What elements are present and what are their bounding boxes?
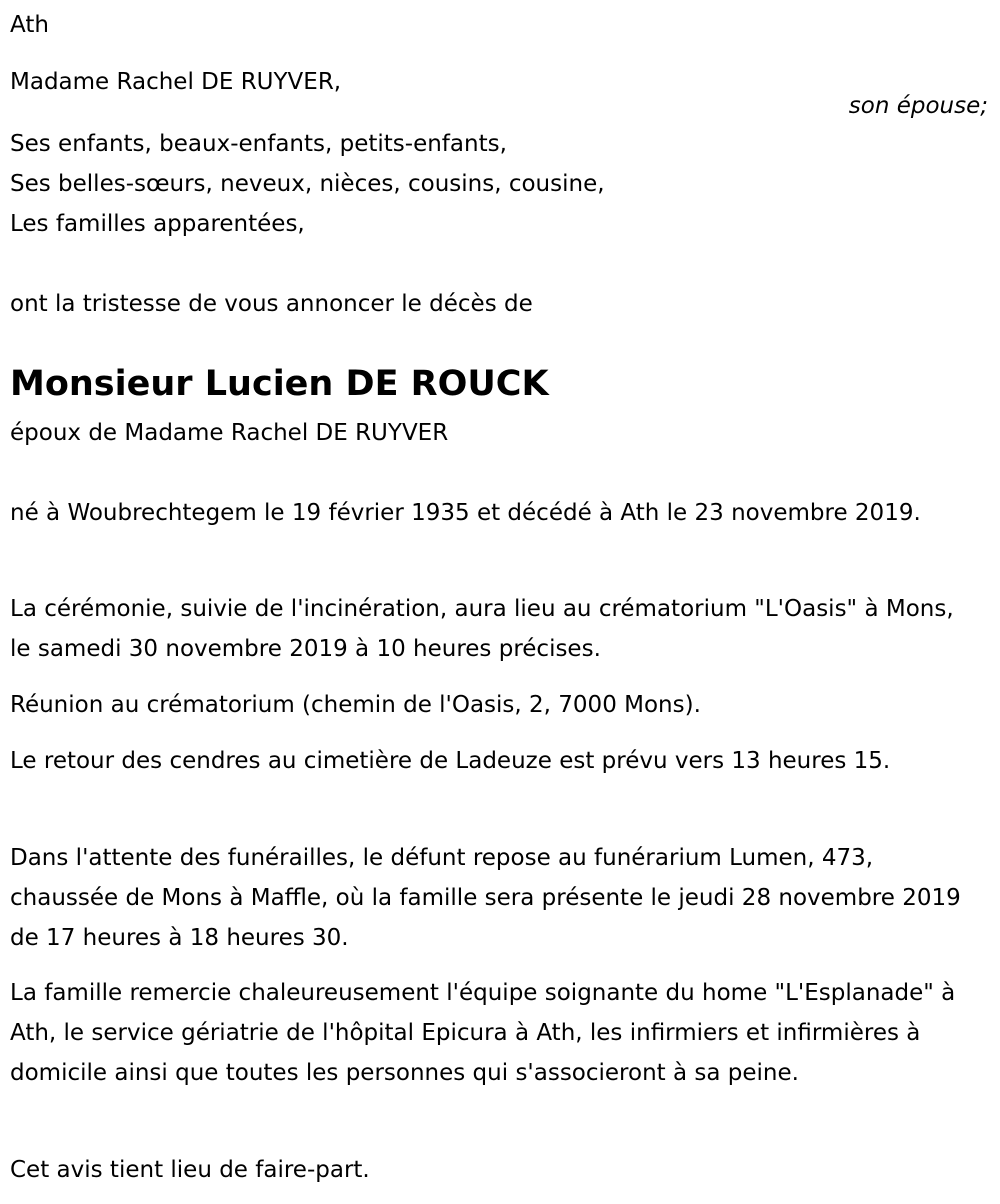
closing-paragraph: Cet avis tient lieu de faire-part.	[10, 1157, 370, 1183]
deceased-spouse-of: époux de Madame Rachel DE RUYVER	[10, 420, 449, 446]
meeting-paragraph: Réunion au crématorium (chemin de l'Oasis, 2, 7000 Mons).	[10, 692, 701, 718]
ceremony-paragraph: La cérémonie, suivie de l'incinération, aura lieu au crématorium "L'Oasis" à Mons, le samedi 30 novembre 2019 à 10 heures précises.	[10, 596, 954, 662]
announcement-text: ont la tristesse de vous annoncer le décès de	[10, 291, 533, 317]
spouse-role: son épouse;	[848, 93, 988, 119]
birth-death-paragraph: né à Woubrechtegem le 19 février 1935 et décédé à Ath le 23 novembre 2019.	[10, 500, 921, 526]
spouse-line: Madame Rachel DE RUYVER,	[10, 69, 342, 95]
family-line-relatives: Ses belles-sœurs, neveux, nièces, cousins, cousine,	[10, 171, 605, 197]
family-line-related-families: Les familles apparentées,	[10, 211, 305, 237]
deceased-name: Monsieur Lucien DE ROUCK	[10, 364, 549, 404]
city-label: Ath	[10, 12, 49, 38]
thanks-paragraph: La famille remercie chaleureusement l'équipe soignante du home "L'Esplanade" à Ath, le service gériatrie de l'hôpital Epicura à Ath, les infirmiers et infirmières à domicile ainsi que toutes les personnes qui s'associeront à sa peine.	[10, 980, 956, 1086]
funerarium-paragraph: Dans l'attente des funérailles, le défunt repose au funérarium Lumen, 473, chaussée de Mons à Maffle, où la famille sera présente le jeudi 28 novembre 2019 de 17 heures à 18 heures 30.	[10, 845, 961, 951]
family-line-children: Ses enfants, beaux-enfants, petits-enfants,	[10, 131, 507, 157]
ashes-return-paragraph: Le retour des cendres au cimetière de Ladeuze est prévu vers 13 heures 15.	[10, 748, 891, 774]
